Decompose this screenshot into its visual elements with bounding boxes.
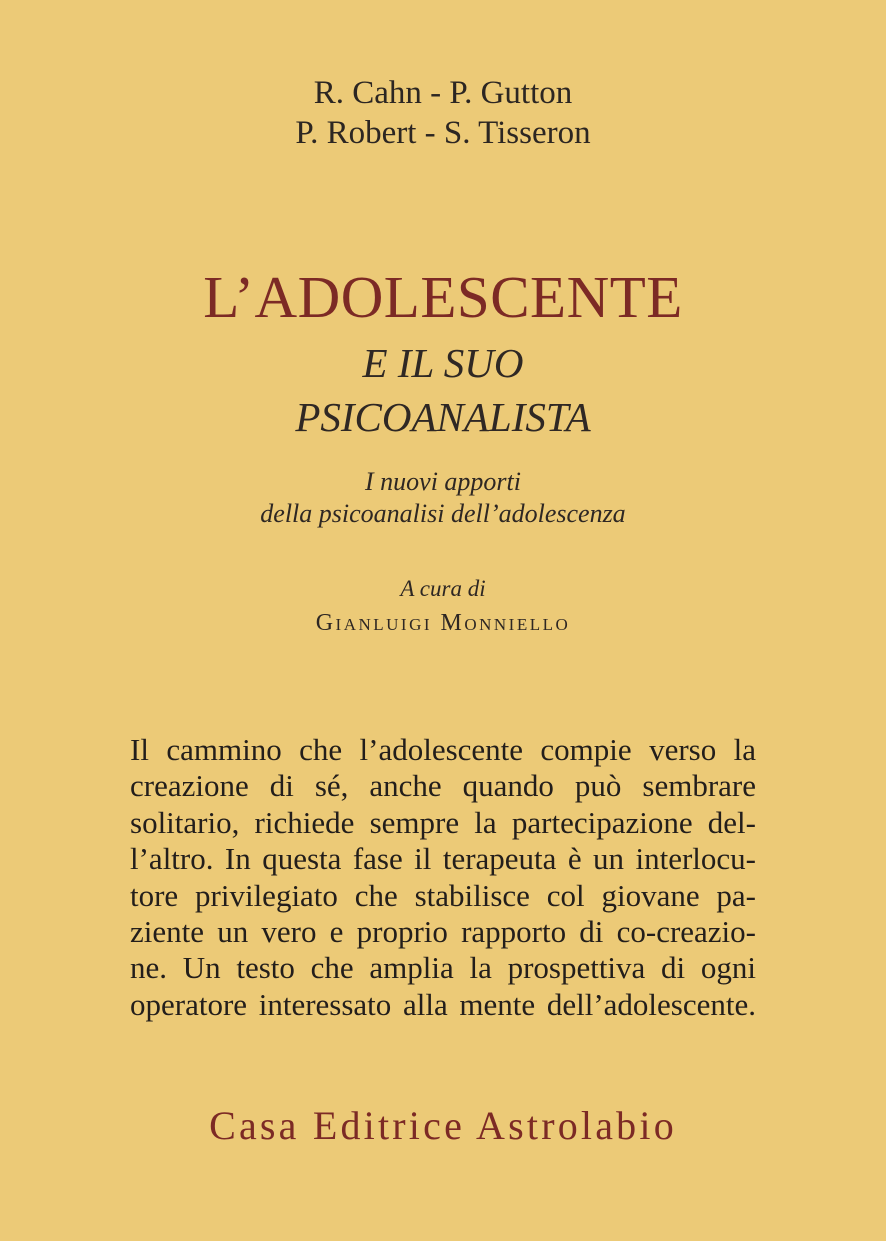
curator-label: A cura di bbox=[400, 576, 486, 601]
authors-line-2: P. Robert - S. Tisseron bbox=[295, 115, 591, 151]
title-line-3: PSICOANALISTA bbox=[295, 394, 591, 440]
blurb-line: ne. Un testo che amplia la prospettiva di ogni bbox=[130, 950, 756, 986]
blurb-line: solitario, richiede sempre la partecipazione del- bbox=[130, 804, 756, 840]
authors bbox=[0, 73, 886, 153]
blurb bbox=[130, 732, 756, 1023]
publisher-name: Casa Editrice Astrolabio bbox=[209, 1103, 677, 1148]
subtitle-line-2: della psicoanalisi dell’adolescenza bbox=[260, 499, 626, 528]
book-title: L’ADOLESCENTE bbox=[203, 264, 683, 330]
blurb-line: l’altro. In questa fase il terapeuta è un interlocu- bbox=[130, 841, 756, 877]
subtitle-line-1: I nuovi apporti bbox=[365, 467, 521, 496]
blurb-line: operatore interessato alla mente dell’adolescente. bbox=[130, 986, 756, 1022]
title-line-2: E IL SUO bbox=[362, 340, 524, 386]
blurb-line: creazione di sé, anche quando può sembrare bbox=[130, 768, 756, 804]
blurb-line: tore privilegiato che stabilisce col giovane pa- bbox=[130, 877, 756, 913]
book-title-continuation bbox=[0, 336, 886, 444]
curator-name: Gianluigi Monniello bbox=[315, 610, 571, 636]
blurb-line: ziente un vero e proprio rapporto di co-creazio- bbox=[130, 914, 756, 950]
book-subtitle bbox=[0, 466, 886, 530]
blurb-line: Il cammino che l’adolescente compie verso la bbox=[130, 732, 756, 767]
authors-line-1: R. Cahn - P. Gutton bbox=[313, 75, 573, 111]
